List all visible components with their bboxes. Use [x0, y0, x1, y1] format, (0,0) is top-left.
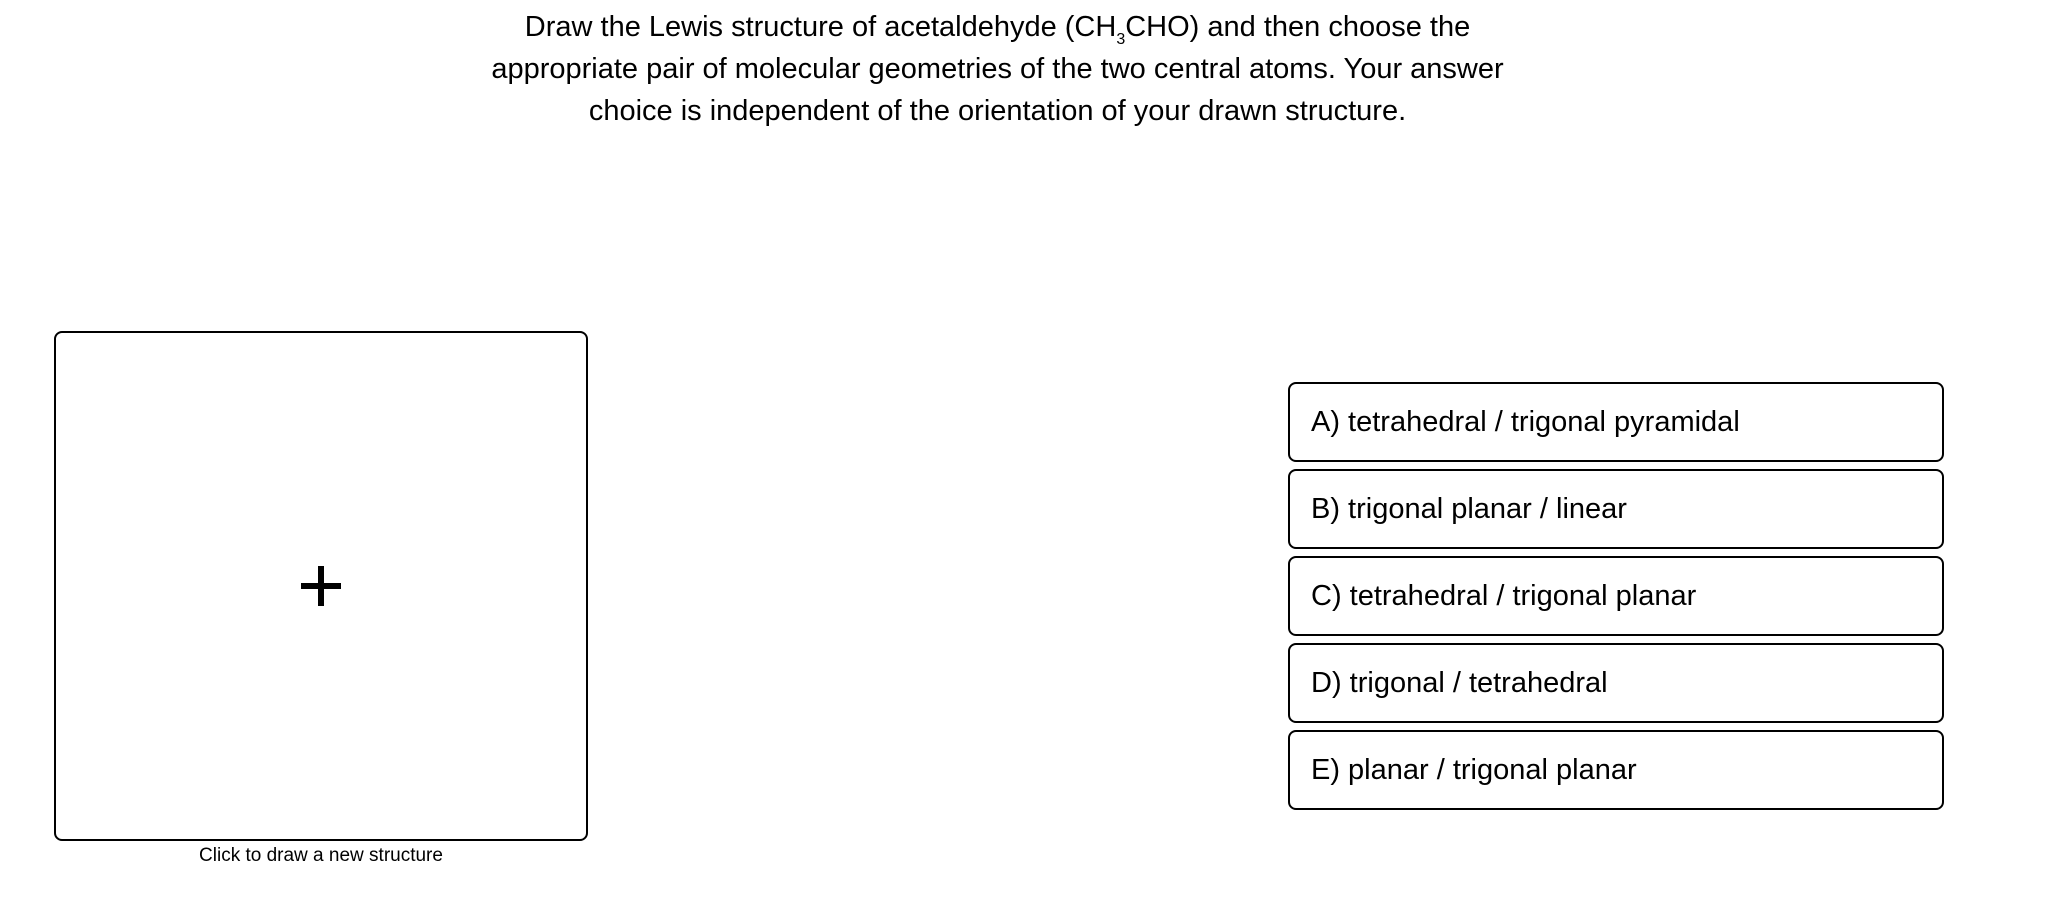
draw-structure-canvas[interactable]: [54, 331, 588, 841]
question-text-part: Draw the Lewis structure of acetaldehyde (CH: [524, 11, 1117, 43]
answer-choices: [1288, 382, 1944, 817]
question-line-1: [465, 6, 1530, 48]
question-text: [465, 6, 1530, 132]
question-subscript: 3: [1116, 31, 1126, 48]
question-line-3: choice is independent of the orientation of your drawn structure.: [588, 95, 1407, 127]
choice-b-button[interactable]: B) trigonal planar / linear: [1288, 469, 1944, 549]
draw-structure-caption: Click to draw a new structure: [199, 845, 443, 866]
choice-c-button[interactable]: C) tetrahedral / trigonal planar: [1288, 556, 1944, 636]
choice-e-button[interactable]: E) planar / trigonal planar: [1288, 730, 1944, 810]
choice-a-button[interactable]: A) tetrahedral / trigonal pyramidal: [1288, 382, 1944, 462]
choice-d-button[interactable]: D) trigonal / tetrahedral: [1288, 643, 1944, 723]
question-line-2: appropriate pair of molecular geometries of the two central atoms. Your answer: [491, 53, 1504, 85]
question-text-part: CHO) and then choose the: [1125, 11, 1471, 43]
plus-icon[interactable]: [301, 566, 341, 606]
